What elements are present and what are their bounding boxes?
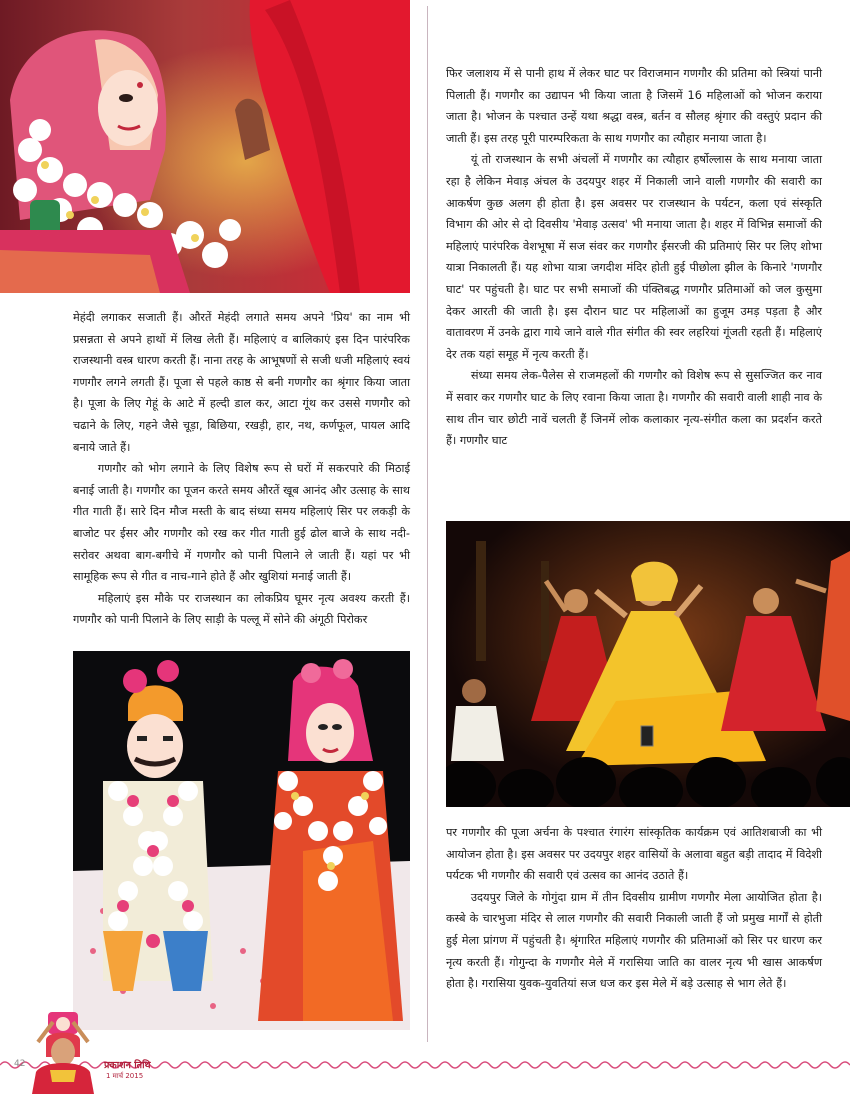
publication-date-label: प्रकाशन तिथि [104,1060,151,1071]
paragraph: फिर जलाशय में से पानी हाथ में लेकर घाट पर विराजमान गणगौर की प्रतिमा को स्त्रियां पानी पिलाती हैं। गणगौर का उद्यापन भी किया जाता है जिसमें 16 महिलाओं को भोजन कराया जाता है। भोजन के पश्चात उन्हें यथा श्रद्धा वस्त्र, बर्तन व सौलह श्रृंगार की वस्तुएं प्रदान की जाती हैं। इस तरह पूरी पारम्परिकता के साथ गणगौर का त्यौहार मनाया जाता है। [446,67,822,145]
photo-gangaur-idol-veiled-woman [0,0,410,293]
paragraph: पर गणगौर की पूजा अर्चना के पश्चात रंगारंग सांस्कृतिक कार्यक्रम एवं आतिशबाजी का भी आयोजन होता है। इस अवसर पर उदयपुर शहर वासियों के अलावा बहुत बड़ी तादाद में विदेशी पर्यटक भी गणगौर की सवारी एवं उत्सव का आनंद उठाते हैं। [446,826,822,883]
paragraph: उदयपुर जिले के गोगुंदा ग्राम में तीन दिवसीय ग्रामीण गणगौर मेला आयोजित होता है। कस्बे के चारभुजा मंदिर से लाल गणगौर की सवारी निकाली जाती हैं जो प्रमुख मार्गों से होती हुई मेला प्रांगण में पहुंचती है। श्रृंगारित महिलाएं गणगौर की प्रतिमाओं को सिर पर धारण कर नृत्य करती हैं। गोगुन्दा के गणगौर मेले में गरासिया जाति का वालर नृत्य भी खास आकर्षण होता है। गरासिया युवक-युवतियां सज धज कर इस मेले में बड़े उत्साह से भाग लेते हैं। [446,890,822,991]
column-divider [427,6,428,1042]
photo-isar-gangaur-idols [73,651,410,1030]
article-column-right-bottom [446,822,822,995]
article-column-right-top [446,63,822,452]
footer-logo-woman-with-gangaur [28,1012,98,1094]
page-number: 42 [14,1059,26,1069]
paragraph: गणगौर को भोग लगाने के लिए विशेष रूप से घरों में सकरपारे की मिठाई बनाई जाती है। गणगौर का पूजन करते समय औरतें खूब आनंद और उत्साह के साथ गीत गाती हैं। सारे दिन मौज मस्ती के बाद संध्या समय महिलाएं सिर पर लकड़ी के बाजोट पर ईसर और गणगौर को रख कर गीत गाती हुई ढोल बाजे के साथ नदी-सरोवर अथवा बाग-बगीचे में गणगौर को पानी पिलाने ले जाती हैं। यहां पर भी सामूहिक रूप से गीत व नाच-गाने होते हैं और खुशियां मनाई जाती हैं। [73,462,410,584]
paragraph: संध्या समय लेक-पैलेस से राजमहलों की गणगौर को विशेष रूप से सुसज्जित कर नाव में सवार कर गणगौर घाट के लिए रवाना किया जाता है। गणगौर की सवारी वाली शाही नाव के साथ तीन चार छोटी नावें चलती हैं जिनमें लोक कलाकार नृत्य-संगीत कला का प्रदर्शन करते हैं। गणगौर घाट [446,369,822,448]
paragraph: महिलाएं इस मौके पर राजस्थान का लोकप्रिय घूमर नृत्य अवश्य करती हैं। गणगौर को पानी पिलाने के लिए साड़ी के पल्लू में सोने की अंगूठी पिरोकर [73,591,410,627]
photo-folk-dance-performance [446,521,850,807]
publication-date: 1 मार्च 2015 [106,1072,144,1080]
paragraph: यूं तो राजस्थान के सभी अंचलों में गणगौर का त्यौहार हर्षोल्लास के साथ मनाया जाता रहा है लेकिन मेवाड़ अंचल के उदयपुर शहर में निकाली जाने वाली गणगौर की सवारी का आकर्षण कुछ अलग ही होता है। इस अवसर पर राजस्थान के पर्यटन, कला एवं संस्कृति विभाग की ओर से दो दिवसीय 'मेवाड़ उत्सव' भी मनाया जाता है। शहर में विभिन्न समाजों की महिलाएं पारंपरिक वेशभूषा में सज संवर कर गणगौर ईसरजी की प्रतिमाएं सिर पर लिए शोभा यात्रा निकालती हैं। यह शोभा यात्रा जगदीश मंदिर होती हुई पीछोला झील के किनारे 'गणगौर घाट' पर पहुंचती है। घाट पर सभी समाजों की पंक्तिबद्ध गणगौर प्रतिमाओं को जल कुसुमा देकर आरती की जाती है। इस दौरान घाट पर महिलाओं का हुजूम उमड़ पड़ता है और वातावरण में उनके द्वारा गाये जाने वाले गीत संगीत की स्वर लहरियां गूंजती रहती हैं। महिलाएं देर तक यहां समूह में नृत्य करती हैं। [446,153,822,361]
article-column-left [73,307,410,631]
paragraph: मेहंदी लगाकर सजाती हैं। औरतें मेहंदी लगाते समय अपने 'प्रिय' का नाम भी प्रसन्नता से अपने हाथों में लिख लेती हैं। महिलाएं व बालिकाएं इस दिन पारंपरिक राजस्थानी वस्त्र धारण करती हैं। नाना तरह के आभूषणों से सजी धजी महिलाएं स्वयं गणगौर लगने लगती हैं। पूजा से पहले काष्ठ से बनी गणगौर का श्रृंगार किया जाता है। पूजा के लिए गेहूं के आटे में हल्दी डाल कर, आटा गूंथ कर उससे गणगौर को चढाने के लिए, गहने जैसे चूड़ा, बिछिया, रखड़ी, हार, नथ, कर्णफूल, पायल आदि बनाये जाते हैं। [73,311,410,454]
